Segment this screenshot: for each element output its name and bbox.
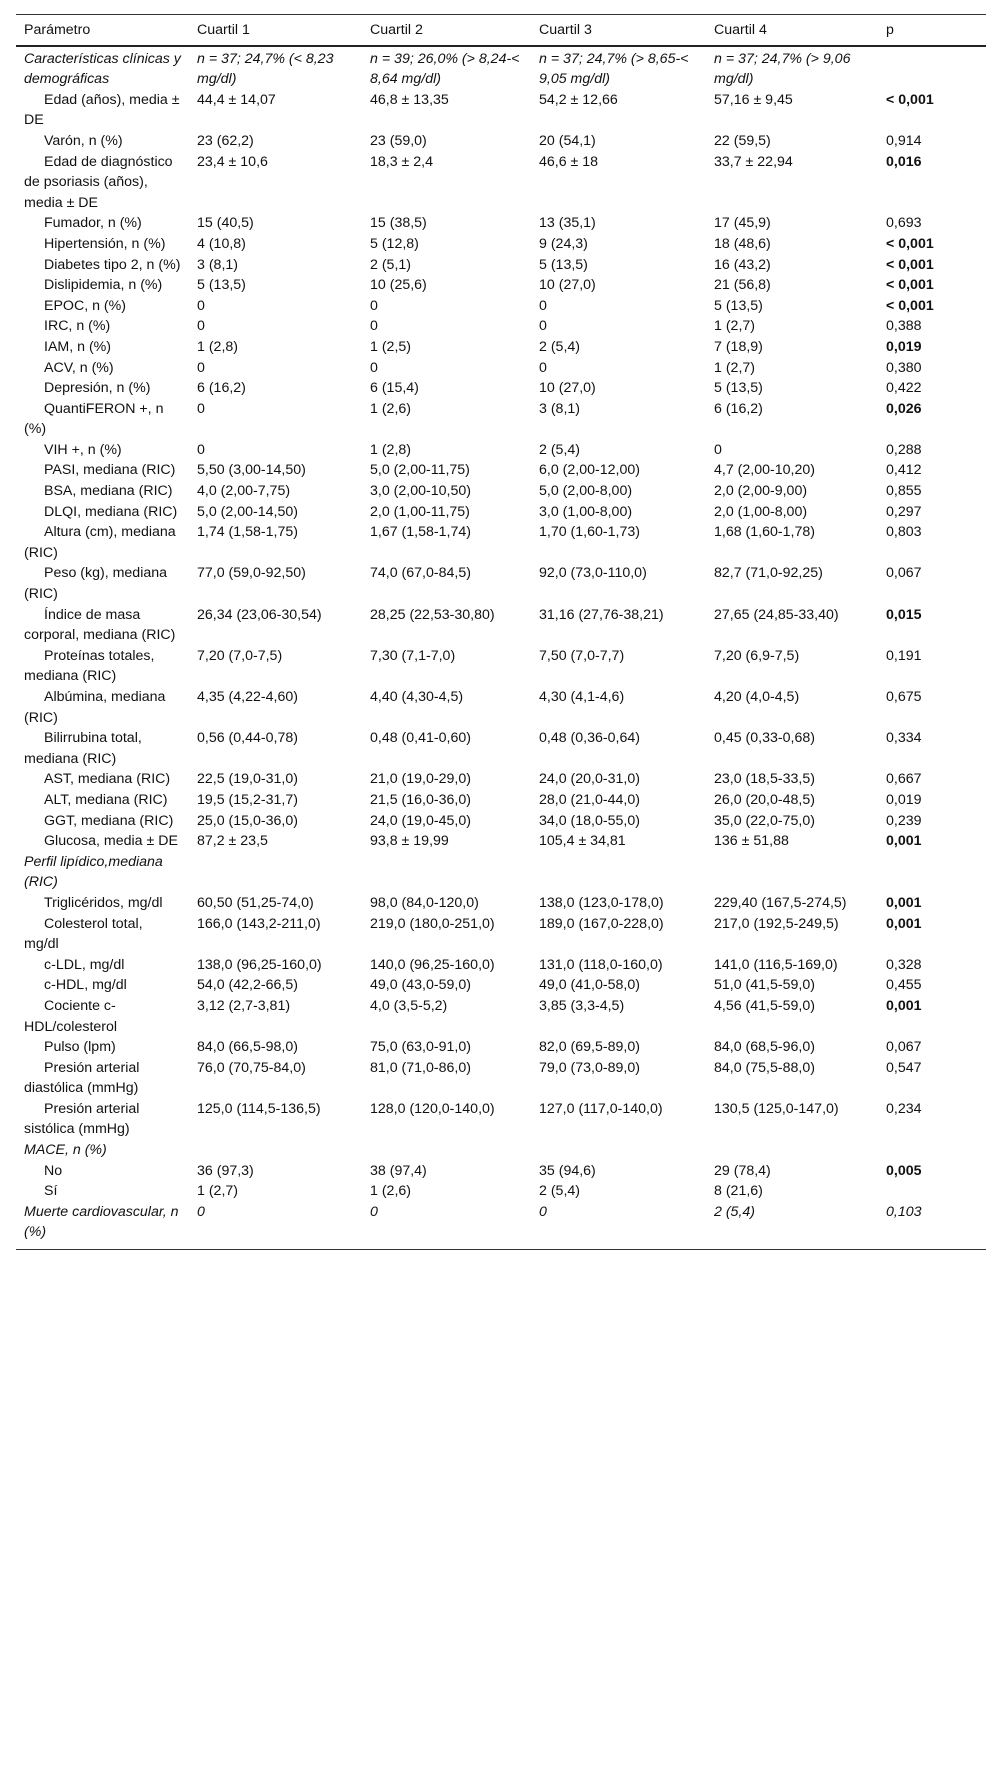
- cuartil-4-cell: 26,0 (20,0-48,5): [714, 791, 815, 808]
- row-label: GGT, mediana (RIC): [44, 812, 174, 829]
- cuartil-2-cell: 23 (59,0): [370, 132, 427, 149]
- row-label: Triglicéridos, mg/dl: [44, 894, 163, 911]
- cuartil-1-cell: 4 (10,8): [197, 235, 246, 252]
- cuartil-4-cell: 2,0 (2,00-9,00): [714, 483, 808, 500]
- cuartil-3-cell: 5,0 (2,00-8,00): [539, 483, 633, 500]
- cuartil-3-cell: 105,4 ± 34,81: [539, 833, 626, 850]
- row-label: IAM, n (%): [44, 338, 112, 355]
- cuartil-4-cell: 84,0 (68,5-96,0): [714, 1039, 815, 1056]
- row-label: No: [44, 1162, 63, 1179]
- row-label: Pulso (lpm): [44, 1039, 116, 1056]
- row-label: Bilirrubina total, mediana (RIC): [24, 730, 142, 767]
- table-row: [16, 790, 986, 811]
- table-row: [16, 1181, 986, 1202]
- p-value-cell: 0,103: [878, 1202, 986, 1250]
- table-row: [16, 234, 986, 255]
- cuartil-3-cell: 189,0 (167,0-228,0): [539, 915, 664, 932]
- cuartil-3-cell: 0: [539, 359, 547, 376]
- row-label: Perfil lipídico,mediana (RIC): [24, 853, 163, 891]
- p-value-cell: 0,388: [886, 318, 922, 335]
- cuartil-2-cell: [362, 852, 531, 893]
- cuartil-4-cell: 6 (16,2): [714, 400, 763, 417]
- cuartil-3-cell: 5 (13,5): [539, 256, 588, 273]
- cuartil-3-cell: 3,85 (3,3-4,5): [539, 997, 625, 1014]
- header-cuartil-2: Cuartil 2: [362, 15, 531, 46]
- row-label: Depresión, n (%): [44, 380, 151, 397]
- row-label: Dislipidemia, n (%): [44, 277, 163, 294]
- cuartil-1-cell: 0: [197, 400, 205, 417]
- cuartil-4-cell: 84,0 (75,5-88,0): [714, 1059, 815, 1076]
- cuartil-4-cell: 22 (59,5): [714, 132, 771, 149]
- p-value-cell: 0,803: [886, 524, 922, 541]
- cuartil-2-cell: 0: [370, 359, 378, 376]
- table-row: [16, 975, 986, 996]
- cuartil-2-cell: 3,0 (2,00-10,50): [370, 483, 471, 500]
- cuartil-3-cell: 0,48 (0,36-0,64): [539, 730, 640, 747]
- cuartil-2-cell: 4,0 (3,5-5,2): [370, 997, 448, 1014]
- cuartil-1-cell: 125,0 (114,5-136,5): [197, 1100, 321, 1117]
- cuartil-4-cell: 4,7 (2,00-10,20): [714, 462, 815, 479]
- cuartil-2-cell: 1 (2,6): [370, 400, 412, 417]
- p-value-cell: [878, 1140, 986, 1161]
- table-row: [16, 914, 986, 955]
- row-label: PASI, mediana (RIC): [44, 462, 176, 479]
- cuartil-4-cell: 35,0 (22,0-75,0): [714, 812, 815, 829]
- row-label: BSA, mediana (RIC): [44, 483, 173, 500]
- cuartil-4-cell: 29 (78,4): [714, 1162, 771, 1179]
- cuartil-2-cell: 2 (5,1): [370, 256, 412, 273]
- table-row: [16, 996, 986, 1037]
- table-row: [16, 460, 986, 481]
- cuartil-3-cell: 127,0 (117,0-140,0): [539, 1100, 663, 1117]
- p-value-cell: 0,380: [886, 359, 922, 376]
- p-value-cell: 0,412: [886, 462, 922, 479]
- p-value-cell: 0,026: [886, 400, 922, 417]
- cuartil-2-cell: 5 (12,8): [370, 235, 419, 252]
- p-value-cell: 0,328: [886, 956, 922, 973]
- p-value-cell: 0,667: [886, 771, 922, 788]
- p-value-cell: [878, 1181, 986, 1202]
- table-row: [16, 1058, 986, 1099]
- cuartil-1-cell: 77,0 (59,0-92,50): [197, 565, 306, 582]
- table-row: [16, 316, 986, 337]
- cuartil-3-cell: 4,30 (4,1-4,6): [539, 689, 625, 705]
- row-label: Varón, n (%): [44, 132, 123, 149]
- cuartil-1-cell: 0,56 (0,44-0,78): [197, 730, 298, 747]
- row-label: IRC, n (%): [44, 318, 111, 335]
- table-row: [16, 522, 986, 563]
- section-row: [16, 46, 986, 90]
- cuartil-2-cell: 4,40 (4,30-4,5): [370, 689, 464, 705]
- cuartil-4-cell: 1 (2,7): [714, 359, 756, 376]
- cuartil-4-cell: [706, 1140, 878, 1161]
- table-row: [16, 769, 986, 790]
- section-row: [16, 1202, 986, 1250]
- cuartil-4-cell: 141,0 (116,5-169,0): [714, 956, 838, 973]
- table-row: [16, 893, 986, 914]
- cuartil-2-cell: 1 (2,8): [370, 441, 412, 458]
- cuartil-2-cell: 0: [362, 1202, 531, 1250]
- cuartil-1-cell: 87,2 ± 23,5: [197, 833, 268, 850]
- cuartil-1-cell: 0: [197, 441, 205, 458]
- cuartil-4-cell: 23,0 (18,5-33,5): [714, 771, 815, 788]
- p-value-cell: 0,019: [886, 338, 922, 355]
- p-value-cell: 0,297: [886, 503, 922, 520]
- row-label: AST, mediana (RIC): [44, 771, 171, 788]
- row-label: Colesterol total, mg/dl: [24, 915, 143, 953]
- cuartil-4-cell: 33,7 ± 22,94: [714, 153, 793, 170]
- cuartil-1-cell: 0: [197, 297, 205, 314]
- table-row: [16, 481, 986, 502]
- row-label: Edad (años), media ± DE: [24, 91, 180, 129]
- table-row: [16, 213, 986, 234]
- table-row: [16, 90, 986, 131]
- cuartil-1-cell: 7,20 (7,0-7,5): [197, 647, 283, 664]
- p-value-cell: 0,019: [886, 791, 922, 808]
- cuartil-1-cell: 3 (8,1): [197, 256, 239, 273]
- cuartil-1-cell: 26,34 (23,06-30,54): [197, 606, 322, 623]
- cuartil-3-cell: 1,70 (1,60-1,73): [539, 524, 640, 541]
- section-row: [16, 1140, 986, 1161]
- row-label: Presión arterial diastólica (mmHg): [24, 1059, 140, 1097]
- p-value-cell: 0,547: [886, 1059, 922, 1076]
- row-label: Cociente c-HDL/colesterol: [24, 997, 118, 1035]
- cuartil-2-cell: 0: [370, 318, 378, 335]
- row-label: Índice de masa corporal, mediana (RIC): [24, 606, 176, 644]
- table-row: [16, 955, 986, 976]
- cuartil-2-cell: 140,0 (96,25-160,0): [370, 956, 495, 973]
- table-row: [16, 275, 986, 296]
- row-label: Peso (kg), mediana (RIC): [24, 565, 168, 603]
- cuartil-4-cell: 5 (13,5): [714, 380, 763, 397]
- table-row: [16, 646, 986, 687]
- cuartil-4-cell: 17 (45,9): [714, 215, 771, 232]
- cuartil-3-cell: 46,6 ± 18: [539, 153, 599, 170]
- cuartil-3-cell: 10 (27,0): [539, 380, 596, 397]
- header-p-value: p: [878, 15, 986, 46]
- cuartil-1-cell: 54,0 (42,2-66,5): [197, 977, 298, 994]
- table-row: [16, 152, 986, 214]
- cuartil-2-cell: 1 (2,6): [370, 1183, 412, 1200]
- cuartil-4-cell: 2,0 (1,00-8,00): [714, 503, 808, 520]
- p-value-cell: 0,015: [886, 606, 922, 623]
- cuartil-3-cell: 0: [531, 1202, 706, 1250]
- cuartil-2-cell: 18,3 ± 2,4: [370, 153, 434, 170]
- table-row: [16, 811, 986, 832]
- cuartil-4-cell: 4,20 (4,0-4,5): [714, 689, 800, 705]
- p-value-cell: < 0,001: [886, 297, 934, 314]
- p-value-cell: 0,455: [886, 977, 922, 994]
- cuartil-2-cell: 81,0 (71,0-86,0): [370, 1059, 471, 1076]
- cuartil-3-cell: 31,16 (27,76-38,21): [539, 606, 664, 623]
- cuartil-1-cell: 25,0 (15,0-36,0): [197, 812, 298, 829]
- row-label: DLQI, mediana (RIC): [44, 503, 178, 520]
- cuartil-3-cell: 138,0 (123,0-178,0): [539, 894, 664, 911]
- table-row: [16, 296, 986, 317]
- cuartil-1-cell: 23,4 ± 10,6: [197, 153, 268, 170]
- cuartil-1-cell: 6 (16,2): [197, 380, 246, 397]
- cuartil-3-cell: 13 (35,1): [539, 215, 596, 232]
- row-label: Proteínas totales, mediana (RIC): [24, 647, 155, 685]
- cuartil-4-cell: 5 (13,5): [714, 297, 763, 314]
- results-table-container: [16, 14, 986, 1250]
- cuartil-2-cell: 0,48 (0,41-0,60): [370, 730, 471, 747]
- cuartil-1-cell: 0: [189, 1202, 362, 1250]
- cuartil-2-cell: 93,8 ± 19,99: [370, 833, 449, 850]
- cuartil-2-cell: 5,0 (2,00-11,75): [370, 462, 470, 479]
- table-row: [16, 337, 986, 358]
- cuartil-4-cell: 1 (2,7): [714, 318, 756, 335]
- p-value-cell: 0,001: [886, 915, 922, 932]
- cuartil-1-cell: 44,4 ± 14,07: [197, 91, 276, 108]
- cuartil-1-cell: [189, 852, 362, 893]
- cuartil-3-cell: 79,0 (73,0-89,0): [539, 1059, 640, 1076]
- cuartil-1-cell: 138,0 (96,25-160,0): [197, 956, 322, 973]
- cuartil-4-cell: 27,65 (24,85-33,40): [714, 606, 839, 623]
- cuartil-2-cell: [362, 1140, 531, 1161]
- cuartil-4-cell: 229,40 (167,5-274,5): [714, 894, 847, 911]
- cuartil-3-cell: [531, 852, 706, 893]
- row-label: c-LDL, mg/dl: [44, 956, 125, 973]
- cuartil-1-cell: 76,0 (70,75-84,0): [197, 1059, 306, 1076]
- cuartil-2-cell: 46,8 ± 13,35: [370, 91, 449, 108]
- p-value-cell: 0,693: [886, 215, 922, 232]
- table-row: [16, 131, 986, 152]
- cuartil-3-cell: 10 (27,0): [539, 277, 596, 294]
- cuartil-4-cell: 57,16 ± 9,45: [714, 91, 793, 108]
- cuartil-4-cell: 0: [714, 441, 722, 458]
- p-value-cell: < 0,001: [886, 235, 934, 252]
- cuartil-2-cell: 98,0 (84,0-120,0): [370, 894, 479, 911]
- cuartil-4-cell: 8 (21,6): [714, 1183, 763, 1200]
- cuartil-1-cell: 15 (40,5): [197, 215, 254, 232]
- row-label: ACV, n (%): [44, 359, 114, 376]
- cuartil-2-cell: 1,67 (1,58-1,74): [370, 524, 471, 541]
- table-header: [16, 15, 986, 46]
- cuartil-2-cell: 28,25 (22,53-30,80): [370, 606, 495, 623]
- p-value-cell: < 0,001: [886, 256, 934, 273]
- cuartil-1-cell: 5,0 (2,00-14,50): [197, 503, 298, 520]
- cuartil-3-cell: 2 (5,4): [539, 1183, 581, 1200]
- cuartil-3-cell: 7,50 (7,0-7,7): [539, 647, 625, 664]
- cuartil-1-cell: 3,12 (2,7-3,81): [197, 997, 291, 1014]
- row-label: QuantiFERON +, n (%): [24, 400, 164, 438]
- cuartil-1-cell: n = 37; 24,7% (< 8,23 mg/dl): [197, 50, 334, 88]
- cuartil-2-cell: 7,30 (7,1-7,0): [370, 647, 456, 664]
- cuartil-4-cell: 51,0 (41,5-59,0): [714, 977, 815, 994]
- cuartil-3-cell: 6,0 (2,00-12,00): [539, 462, 640, 479]
- table-row: [16, 358, 986, 379]
- p-value-cell: 0,191: [886, 647, 922, 664]
- cuartil-2-cell: 21,0 (19,0-29,0): [370, 771, 471, 788]
- header-cuartil-1: Cuartil 1: [189, 15, 362, 46]
- cuartil-2-cell: 24,0 (19,0-45,0): [370, 812, 471, 829]
- row-label: Sí: [44, 1183, 58, 1200]
- cuartil-3-cell: 35 (94,6): [539, 1162, 596, 1179]
- cuartil-1-cell: [189, 1140, 362, 1161]
- header-cuartil-4: Cuartil 4: [706, 15, 878, 46]
- table-row: [16, 605, 986, 646]
- cuartil-3-cell: n = 37; 24,7% (> 8,65-< 9,05 mg/dl): [539, 50, 689, 88]
- cuartil-4-cell: 136 ± 51,88: [714, 833, 789, 850]
- cuartil-4-cell: n = 37; 24,7% (> 9,06 mg/dl): [714, 50, 851, 88]
- table-body: [16, 46, 986, 1250]
- row-label: Edad de diagnóstico de psoriasis (años), media ± DE: [24, 153, 173, 211]
- cuartil-3-cell: 34,0 (18,0-55,0): [539, 812, 640, 829]
- p-value-cell: 0,001: [886, 833, 922, 850]
- p-value-cell: 0,067: [886, 1039, 922, 1056]
- results-table: [16, 14, 986, 1250]
- row-label: Fumador, n (%): [44, 215, 142, 232]
- row-label: Hipertensión, n (%): [44, 235, 166, 252]
- row-label: Muerte cardiovascular, n (%): [16, 1202, 189, 1250]
- cuartil-2-cell: 74,0 (67,0-84,5): [370, 565, 471, 582]
- cuartil-3-cell: 0: [539, 297, 547, 314]
- cuartil-2-cell: 38 (97,4): [370, 1162, 427, 1179]
- cuartil-3-cell: 131,0 (118,0-160,0): [539, 956, 663, 973]
- row-label: Presión arterial sistólica (mmHg): [24, 1100, 140, 1138]
- cuartil-3-cell: 3,0 (1,00-8,00): [539, 503, 633, 520]
- table-row: [16, 1099, 986, 1140]
- p-value-cell: 0,067: [886, 565, 922, 582]
- cuartil-1-cell: 0: [197, 359, 205, 376]
- cuartil-3-cell: 20 (54,1): [539, 132, 596, 149]
- cuartil-3-cell: 2 (5,4): [539, 338, 581, 355]
- row-label: Albúmina, mediana (RIC): [24, 689, 166, 726]
- cuartil-1-cell: 60,50 (51,25-74,0): [197, 894, 314, 911]
- cuartil-3-cell: 49,0 (41,0-58,0): [539, 977, 640, 994]
- cuartil-1-cell: 22,5 (19,0-31,0): [197, 771, 298, 788]
- cuartil-4-cell: 130,5 (125,0-147,0): [714, 1100, 839, 1117]
- cuartil-3-cell: 24,0 (20,0-31,0): [539, 771, 640, 788]
- row-label: ALT, mediana (RIC): [44, 791, 168, 808]
- p-value-cell: 0,005: [886, 1162, 922, 1179]
- cuartil-1-cell: 36 (97,3): [197, 1162, 254, 1179]
- p-value-cell: 0,001: [886, 997, 922, 1014]
- p-value-cell: 0,239: [886, 812, 922, 829]
- cuartil-3-cell: 0: [539, 318, 547, 335]
- row-label: Diabetes tipo 2, n (%): [44, 256, 181, 273]
- cuartil-4-cell: 21 (56,8): [714, 277, 771, 294]
- cuartil-4-cell: 2 (5,4): [706, 1202, 878, 1250]
- cuartil-2-cell: 2,0 (1,00-11,75): [370, 503, 470, 520]
- p-value-cell: 0,001: [886, 894, 922, 911]
- cuartil-2-cell: 10 (25,6): [370, 277, 427, 294]
- cuartil-2-cell: 128,0 (120,0-140,0): [370, 1100, 495, 1117]
- header-row: [16, 15, 986, 46]
- cuartil-1-cell: 4,35 (4,22-4,60): [197, 689, 298, 705]
- p-value-cell: < 0,001: [886, 277, 934, 294]
- table-row: [16, 1037, 986, 1058]
- cuartil-1-cell: 1 (2,8): [197, 338, 239, 355]
- cuartil-1-cell: 1,74 (1,58-1,75): [197, 524, 298, 541]
- cuartil-1-cell: 5,50 (3,00-14,50): [197, 462, 306, 479]
- table-row: [16, 687, 986, 728]
- p-value-cell: 0,288: [886, 441, 922, 458]
- cuartil-2-cell: 0: [370, 297, 378, 314]
- table-row: [16, 399, 986, 440]
- cuartil-4-cell: 4,56 (41,5-59,0): [714, 997, 815, 1014]
- cuartil-1-cell: 4,0 (2,00-7,75): [197, 483, 291, 500]
- p-value-cell: < 0,001: [886, 91, 934, 108]
- p-value-cell: 0,422: [886, 380, 922, 397]
- table-row: [16, 378, 986, 399]
- cuartil-3-cell: 28,0 (21,0-44,0): [539, 791, 640, 808]
- cuartil-4-cell: [706, 852, 878, 893]
- cuartil-3-cell: 9 (24,3): [539, 235, 588, 252]
- cuartil-2-cell: 1 (2,5): [370, 338, 412, 355]
- row-label: EPOC, n (%): [44, 297, 126, 314]
- cuartil-1-cell: 166,0 (143,2-211,0): [197, 915, 321, 932]
- p-value-cell: 0,855: [886, 483, 922, 500]
- cuartil-1-cell: 1 (2,7): [197, 1183, 239, 1200]
- cuartil-1-cell: 5 (13,5): [197, 277, 246, 294]
- cuartil-4-cell: 16 (43,2): [714, 256, 771, 273]
- table-row: [16, 440, 986, 461]
- cuartil-2-cell: 219,0 (180,0-251,0): [370, 915, 495, 932]
- table-row: [16, 1161, 986, 1182]
- cuartil-4-cell: 217,0 (192,5-249,5): [714, 915, 839, 932]
- cuartil-4-cell: 18 (48,6): [714, 235, 771, 252]
- cuartil-1-cell: 0: [197, 318, 205, 335]
- row-label: VIH +, n (%): [44, 441, 122, 458]
- header-parametro: Parámetro: [16, 15, 189, 46]
- cuartil-3-cell: 82,0 (69,5-89,0): [539, 1039, 640, 1056]
- cuartil-1-cell: 84,0 (66,5-98,0): [197, 1039, 298, 1056]
- cuartil-4-cell: 0,45 (0,33-0,68): [714, 730, 815, 747]
- cuartil-1-cell: 19,5 (15,2-31,7): [197, 791, 298, 808]
- p-value-cell: 0,234: [886, 1100, 922, 1117]
- cuartil-3-cell: 54,2 ± 12,66: [539, 91, 618, 108]
- p-value-cell: [878, 46, 986, 90]
- cuartil-4-cell: 82,7 (71,0-92,25): [714, 565, 823, 582]
- cuartil-2-cell: 49,0 (43,0-59,0): [370, 977, 471, 994]
- row-label: MACE, n (%): [24, 1142, 107, 1159]
- row-label: c-HDL, mg/dl: [44, 977, 127, 994]
- table-row: [16, 831, 986, 852]
- section-row: [16, 852, 986, 893]
- cuartil-3-cell: 92,0 (73,0-110,0): [539, 565, 647, 582]
- header-cuartil-3: Cuartil 3: [531, 15, 706, 46]
- cuartil-2-cell: 21,5 (16,0-36,0): [370, 791, 471, 808]
- table-row: [16, 255, 986, 276]
- row-label: Características clínicas y demográficas: [24, 50, 181, 88]
- cuartil-3-cell: 3 (8,1): [539, 400, 581, 417]
- cuartil-2-cell: n = 39; 26,0% (> 8,24-< 8,64 mg/dl): [370, 50, 520, 88]
- cuartil-2-cell: 6 (15,4): [370, 380, 419, 397]
- cuartil-1-cell: 23 (62,2): [197, 132, 254, 149]
- cuartil-2-cell: 15 (38,5): [370, 215, 427, 232]
- table-row: [16, 563, 986, 604]
- cuartil-2-cell: 75,0 (63,0-91,0): [370, 1039, 471, 1056]
- cuartil-3-cell: [531, 1140, 706, 1161]
- p-value-cell: 0,914: [886, 132, 922, 149]
- table-row: [16, 502, 986, 523]
- cuartil-4-cell: 7 (18,9): [714, 338, 763, 355]
- cuartil-4-cell: 7,20 (6,9-7,5): [714, 647, 800, 664]
- p-value-cell: [878, 852, 986, 893]
- p-value-cell: 0,016: [886, 153, 922, 170]
- p-value-cell: 0,334: [886, 730, 922, 747]
- p-value-cell: 0,675: [886, 689, 922, 705]
- cuartil-3-cell: 2 (5,4): [539, 441, 581, 458]
- cuartil-4-cell: 1,68 (1,60-1,78): [714, 524, 815, 541]
- row-label: Altura (cm), mediana (RIC): [24, 524, 176, 561]
- table-row: [16, 728, 986, 769]
- row-label: Glucosa, media ± DE: [44, 833, 178, 850]
